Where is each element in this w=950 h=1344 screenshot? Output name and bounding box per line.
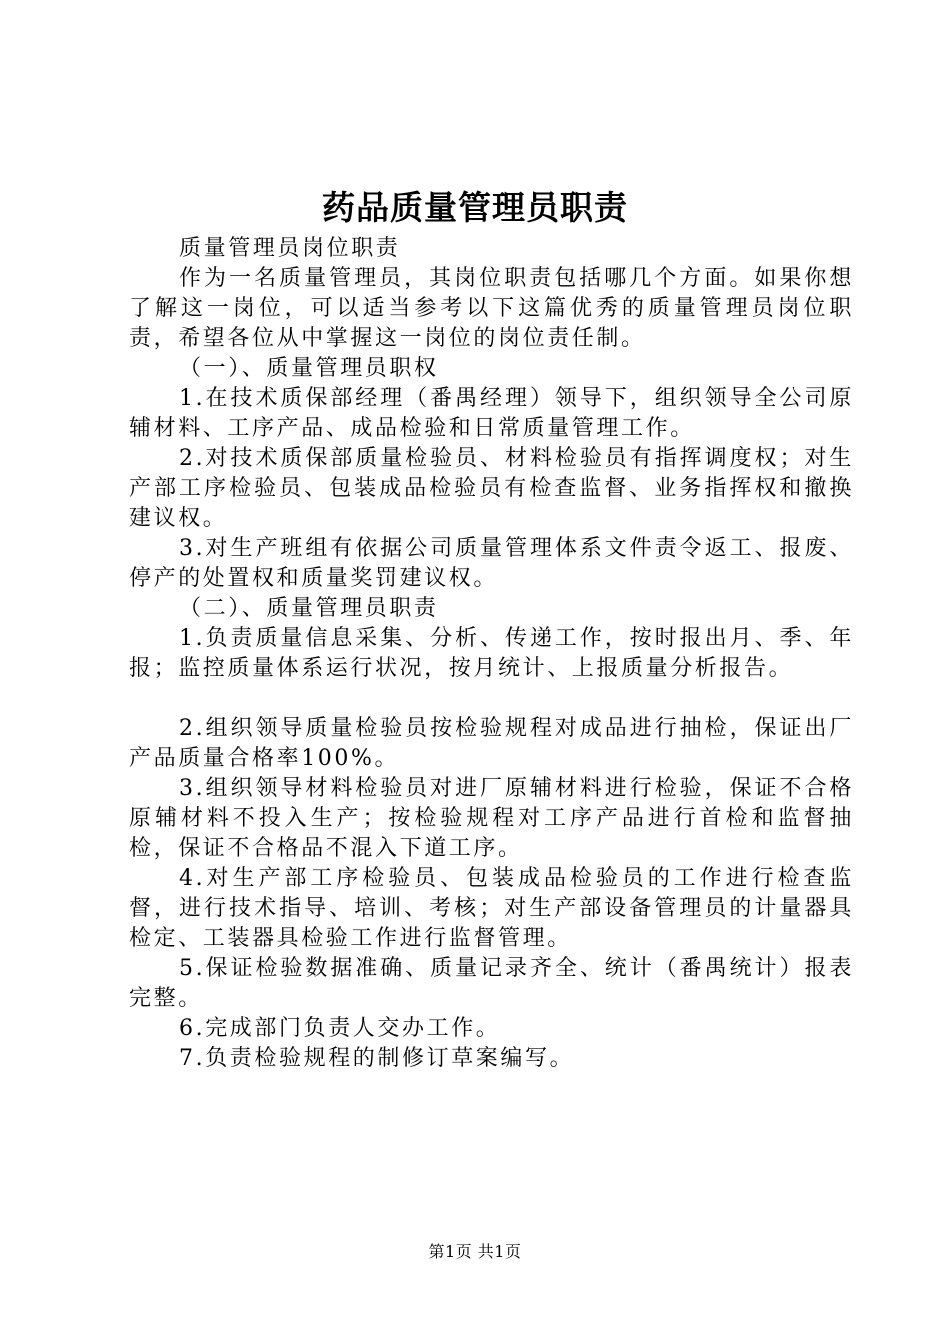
authority-item-2: 2.对技术质保部质量检验员、材料检验员有指挥调度权；对生产部工序检验员、包装成品检验员有检查监督、业务指挥权和撤换建议权。: [129, 446, 854, 531]
document-body: [129, 234, 854, 1074]
duty-item-3: 3.组织领导材料检验员对进厂原辅材料进行检验，保证不合格原辅材料不投入生产；按检验规程对工序产品进行首检和监督抽检，保证不合格品不混入下道工序。: [129, 776, 854, 861]
duty-item-1: 1.负责质量信息采集、分析、传递工作，按时报出月、季、年报；监控质量体系运行状况，按月统计、上报质量分析报告。: [129, 626, 854, 681]
paragraph-gap: [129, 684, 854, 714]
duty-item-7: 7.负责检验规程的制修订草案编写。: [179, 1046, 575, 1071]
section-heading-authority: （一）、质量管理员职权: [179, 356, 439, 381]
duty-item-2: 2.组织领导质量检验员按检验规程对成品进行抽检，保证出厂产品质量合格率100%。: [129, 716, 854, 771]
duty-item-5: 5.保证检验数据准确、质量记录齐全、统计（番禺统计）报表完整。: [129, 956, 854, 1011]
duty-item-6: 6.完成部门负责人交办工作。: [179, 1016, 501, 1041]
section-heading-duties: （二）、质量管理员职责: [179, 596, 439, 621]
document-title: 药品质量管理员职责: [322, 188, 628, 227]
page-footer: 第1页 共1页: [428, 1242, 522, 1261]
authority-item-1: 1.在技术质保部经理（番禺经理）领导下，组织领导全公司原辅材料、工序产品、成品检验和日常质量管理工作。: [129, 386, 854, 441]
duty-item-4: 4.对生产部工序检验员、包装成品检验员的工作进行检查监督，进行技术指导、培训、考核；对生产部设备管理员的计量器具检定、工装器具检验工作进行监督管理。: [129, 866, 854, 951]
authority-item-3: 3.对生产班组有依据公司质量管理体系文件责令返工、报废、停产的处置权和质量奖罚建议权。: [129, 536, 854, 591]
intro-heading: 质量管理员岗位职责: [179, 236, 401, 261]
intro-paragraph: 作为一名质量管理员，其岗位职责包括哪几个方面。如果你想了解这一岗位，可以适当参考以下这篇优秀的质量管理员岗位职责，希望各位从中掌握这一岗位的岗位责任制。: [129, 266, 854, 351]
